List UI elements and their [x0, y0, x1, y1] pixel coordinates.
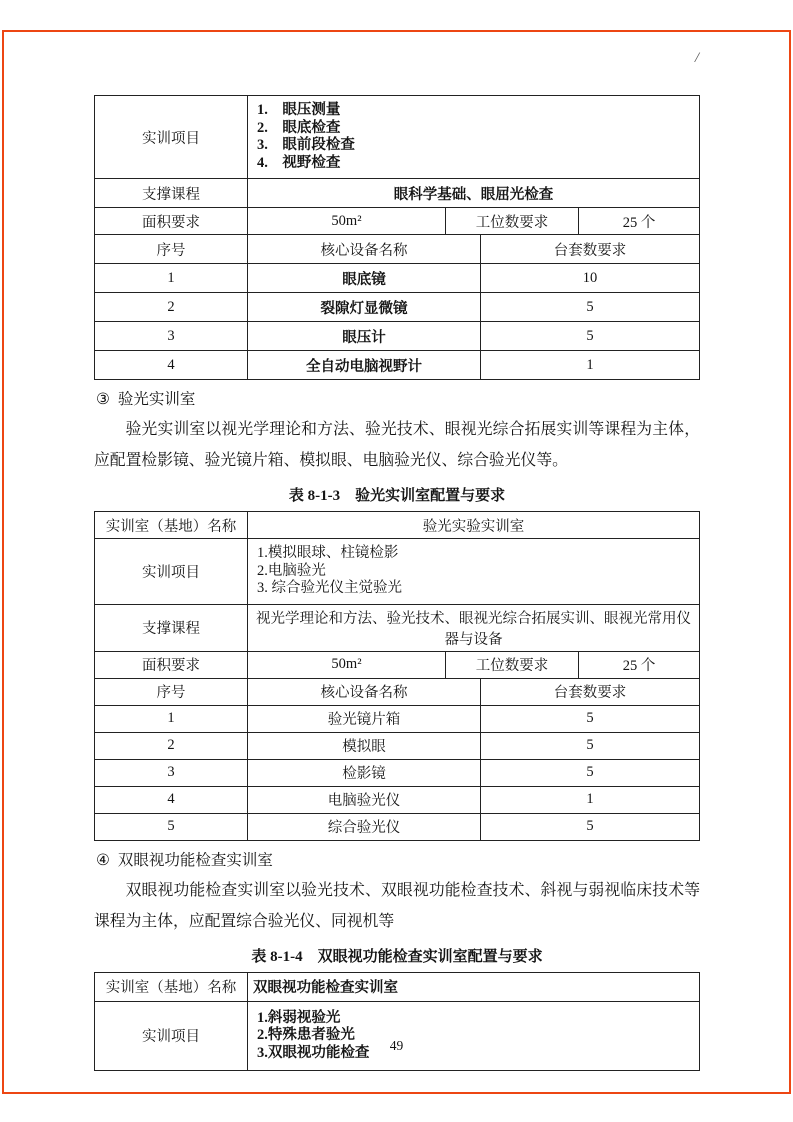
cell-name: 眼底镜: [247, 264, 480, 292]
list-item: 2.电脑验光: [257, 562, 326, 579]
cell-project-label: 实训项目: [142, 130, 200, 147]
table-header-row: [95, 234, 699, 263]
page-content: [94, 95, 700, 1071]
cell-course-label: 支撑课程: [142, 186, 200, 203]
table-binocular-room: [94, 972, 700, 1072]
list-item: 1.模拟眼球、柱镜检影: [257, 545, 399, 561]
cell-count: 5: [480, 706, 699, 732]
cell-count: 5: [480, 293, 699, 321]
cell-name: 检影镜: [247, 760, 480, 786]
cell-name: 眼压计: [247, 322, 480, 350]
cell-name: 验光镜片箱: [247, 706, 480, 732]
list-item: 2. 眼底检查: [257, 119, 341, 136]
equipment-row: [95, 350, 699, 379]
equipment-row: [95, 705, 699, 732]
cell-no: 4: [167, 791, 175, 807]
table-row: [95, 651, 699, 678]
table-eye-exam-room-continued: [94, 95, 700, 380]
cell-no: 3: [167, 764, 175, 780]
cell-no: 1: [167, 710, 175, 726]
section-title: 双眼视功能检查实训室: [117, 851, 273, 869]
table-row: [95, 207, 699, 234]
equipment-row: [95, 263, 699, 292]
paragraph-binocular-room: 双眼视功能检查实训室以验光技术、双眼视功能检查技术、斜视与弱视临床技术等课程为主体，应配置综合验光仪、同视机等: [94, 881, 700, 930]
cell-project-label: 实训项目: [142, 564, 200, 581]
list-item: 1. 眼压测量: [257, 102, 341, 118]
table-row: [95, 973, 699, 1001]
cell-station-label: 工位数要求: [445, 208, 578, 234]
cell-area-value: 50m²: [247, 208, 445, 234]
section-heading-binocular-room: [96, 848, 700, 870]
section-heading-optometry-room: [96, 387, 700, 409]
cell-name: 电脑验光仪: [247, 787, 480, 813]
cell-count: 10: [480, 264, 699, 292]
cell-count: 1: [480, 787, 699, 813]
cell-area-label: 面积要求: [142, 658, 200, 674]
cell-header-count: 台套数要求: [480, 235, 699, 263]
page-number: 49: [389, 1038, 404, 1053]
cell-header-name: 核心设备名称: [247, 679, 480, 705]
circled-number-4: ④: [96, 851, 110, 869]
table-row: [95, 178, 699, 207]
cell-area-value: 50m²: [247, 652, 445, 678]
cell-project-items: [247, 539, 699, 604]
list-item: 1.斜弱视验光: [257, 1009, 341, 1026]
circled-number-3: ③: [96, 391, 110, 408]
cell-area-label: 面积要求: [142, 214, 200, 231]
table-row: [95, 538, 699, 604]
section-title: 验光实训室: [117, 391, 196, 408]
cell-count: 5: [480, 733, 699, 759]
equipment-row: [95, 813, 699, 840]
cell-name: 模拟眼: [247, 733, 480, 759]
equipment-row: [95, 732, 699, 759]
table-row: [95, 1001, 699, 1071]
cell-course-value: 视光学理论和方法、验光技术、眼视光综合拓展实训、眼视光常用仪器与设备: [247, 605, 699, 651]
list-item: 2.特殊患者验光: [257, 1027, 355, 1043]
cell-count: 5: [480, 760, 699, 786]
cell-station-value: 25 个: [578, 208, 699, 234]
cell-header-name: 核心设备名称: [247, 235, 480, 263]
paragraph-optometry-room: 验光实训室以视光学理论和方法、验光技术、眼视光综合拓展实训等课程为主体，应配置检影镜、验光镜片箱、模拟眼、电脑验光仪、综合验光仪等。: [94, 421, 700, 469]
cell-count: 5: [480, 322, 699, 350]
list-item: 3. 眼前段检查: [257, 137, 355, 153]
table-caption-8-1-4: 表 8-1-4 双眼视功能检查实训室配置与要求: [251, 948, 543, 965]
list-item: 3. 综合验光仪主觉验光: [257, 580, 402, 596]
cell-station-label: 工位数要求: [445, 652, 578, 678]
table-row: [95, 512, 699, 538]
equipment-row: [95, 759, 699, 786]
table-row: [95, 96, 699, 178]
cell-station-value: 25 个: [578, 652, 699, 678]
cell-count: 5: [480, 814, 699, 840]
cell-header-no: 序号: [156, 242, 186, 259]
cell-count: 1: [480, 351, 699, 379]
cell-no: 3: [167, 327, 175, 344]
cell-no: 2: [167, 298, 175, 315]
cell-course-value: 眼科学基础、眼屈光检查: [247, 179, 699, 207]
cell-name-value: 验光实验实训室: [247, 512, 699, 538]
cell-name: 裂隙灯显微镜: [247, 293, 480, 321]
table-optometry-room: [94, 511, 700, 841]
cell-no: 1: [167, 269, 175, 286]
cell-header-count: 台套数要求: [480, 679, 699, 705]
list-item: 3.双眼视功能检查: [257, 1044, 370, 1061]
cell-project-items: [247, 96, 699, 178]
cell-name-value: 双眼视功能检查实训室: [247, 973, 699, 1001]
cell-no: 5: [167, 818, 175, 834]
corner-mark: /: [694, 50, 699, 66]
equipment-row: [95, 321, 699, 350]
cell-header-no: 序号: [156, 685, 186, 701]
equipment-row: [95, 292, 699, 321]
cell-course-label: 支撑课程: [142, 621, 200, 637]
equipment-row: [95, 786, 699, 813]
cell-name: 全自动电脑视野计: [247, 351, 480, 379]
cell-no: 4: [167, 356, 175, 373]
table-header-row: [95, 678, 699, 705]
cell-no: 2: [167, 737, 175, 753]
cell-project-label: 实训项目: [142, 1029, 200, 1046]
cell-name-label: 实训室（基地）名称: [105, 980, 237, 996]
cell-name-label: 实训室（基地）名称: [105, 518, 237, 535]
table-caption-8-1-3: 表 8-1-3 验光实训室配置与要求: [288, 488, 506, 504]
list-item: 4. 视野检查: [257, 154, 341, 171]
table-row: [95, 604, 699, 651]
cell-name: 综合验光仪: [247, 814, 480, 840]
cell-project-items: [247, 1002, 699, 1071]
